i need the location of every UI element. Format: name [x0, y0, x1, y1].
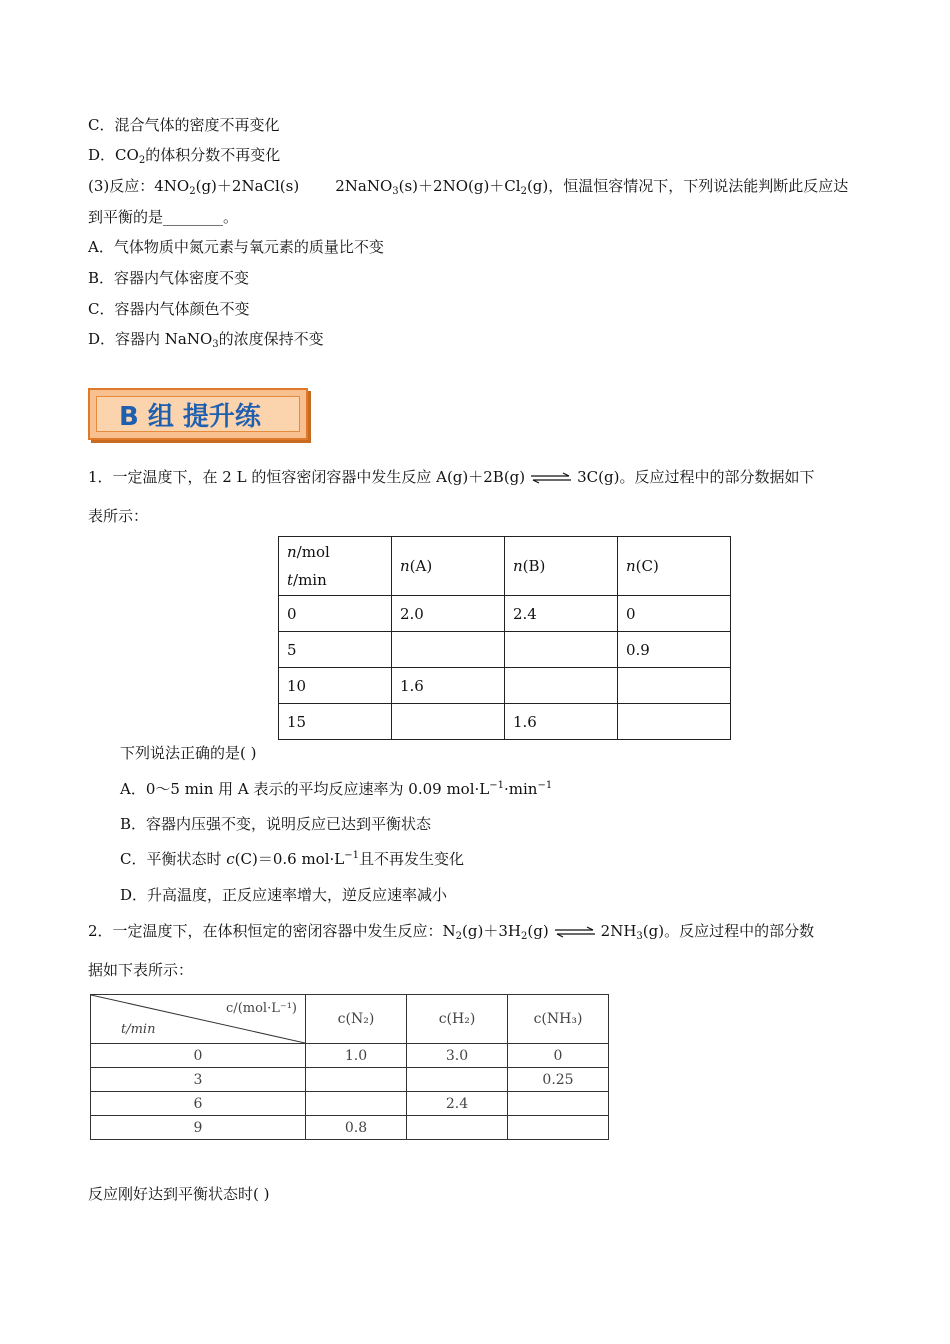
q1-option-d: D．升高温度，正反应速率增大，逆反应速率减小 [120, 886, 448, 904]
text: 的浓度保持不变 [218, 330, 324, 348]
table-header-cell [392, 537, 505, 596]
q2-stem [88, 921, 814, 941]
text: c/(mol·L⁻¹) [226, 1001, 297, 1016]
equilibrium-arrow-icon [553, 926, 597, 938]
subscript: 2 [455, 931, 463, 942]
table-cell: 1.6 [505, 704, 618, 740]
q1-stem-line2: 表所示： [88, 507, 149, 525]
table-row [279, 704, 731, 740]
text: C．平衡状态时 [120, 850, 227, 868]
text: (g) [527, 922, 549, 940]
table-cell: 0 [618, 596, 731, 632]
table-cell: 1.0 [306, 1044, 407, 1068]
text: (g)＋3H [462, 922, 521, 940]
table-cell [392, 704, 505, 740]
subscript: 2 [520, 186, 527, 197]
q3-option-d [88, 329, 324, 349]
q3-option-b: B．容器内气体密度不变 [88, 269, 250, 287]
table-header-cell: c(H₂) [407, 995, 508, 1044]
text: (3)反应：4NO [88, 177, 190, 195]
table-cell: 2.4 [407, 1092, 508, 1116]
table-cell: 2.0 [392, 596, 505, 632]
table-cell: 0 [508, 1044, 609, 1068]
table-cell [392, 632, 505, 668]
table-cell [508, 1116, 609, 1140]
text: (g)，恒温恒容情况下，下列说法能判断此反应达 [526, 177, 849, 195]
text: D．容器内 NaNO [88, 330, 213, 348]
q3-option-a: A．气体物质中氮元素与氧元素的质量比不变 [88, 238, 384, 256]
table-cell [618, 668, 731, 704]
table-cell [505, 668, 618, 704]
table-cell [508, 1092, 609, 1116]
text: n [626, 557, 636, 575]
table-cell: 5 [279, 632, 392, 668]
q2-data-table [90, 994, 609, 1140]
table-cell: 2.4 [505, 596, 618, 632]
text: D．CO [88, 146, 139, 164]
section-banner [88, 388, 308, 440]
table-cell [306, 1068, 407, 1092]
superscript: −1 [537, 780, 553, 791]
table-cell [505, 632, 618, 668]
q3-option-c: C．容器内气体颜色不变 [88, 300, 250, 318]
q2-prompt: 反应刚好达到平衡状态时( ) [88, 1185, 270, 1203]
table-cell [618, 704, 731, 740]
text: /min [293, 571, 327, 589]
text: t/min [121, 1022, 156, 1037]
q2-stem-line2: 据如下表所示： [88, 961, 194, 979]
subscript: 2 [189, 186, 196, 197]
table-cell: 15 [279, 704, 392, 740]
text: 的体积分数不再变化 [145, 146, 281, 164]
option-d-prev [88, 145, 280, 165]
subscript: 3 [636, 931, 643, 942]
text: (g)。反应过程中的部分数 [642, 922, 815, 940]
table-header-corner [91, 995, 306, 1044]
superscript: −1 [344, 850, 359, 861]
table-cell: 0.9 [618, 632, 731, 668]
q1-option-b: B．容器内压强不变，说明反应已达到平衡状态 [120, 815, 432, 833]
table-header-corner [279, 537, 392, 596]
option-c-prev: C．混合气体的密度不再变化 [88, 116, 280, 134]
q1-option-a [120, 779, 552, 799]
table-cell: 1.6 [392, 668, 505, 704]
table-cell [306, 1092, 407, 1116]
table-cell: 6 [91, 1092, 306, 1116]
subscript: 3 [392, 186, 399, 197]
text: /mol [296, 543, 330, 561]
text: (A) [409, 557, 433, 575]
text: 2NaNO [335, 177, 393, 195]
text: A．0～5 min 用 A 表示的平均反应速率为 0.09 mol·L [120, 780, 490, 798]
subscript: 2 [520, 931, 528, 942]
table-row [91, 1116, 609, 1140]
table-header-row [91, 995, 609, 1044]
table-cell [407, 1116, 508, 1140]
text: (g)＋2NaCl(s) [195, 177, 300, 195]
table-row [91, 1068, 609, 1092]
q1-data-table [278, 536, 731, 740]
table-row [279, 596, 731, 632]
table-header-cell [505, 537, 618, 596]
table-cell: 3.0 [407, 1044, 508, 1068]
table-cell: 9 [91, 1116, 306, 1140]
text: (B) [522, 557, 546, 575]
text: c [226, 850, 235, 868]
equilibrium-arrow-icon [529, 472, 573, 484]
table-header-row [279, 537, 731, 596]
text: n [287, 543, 297, 561]
table-row [91, 1092, 609, 1116]
subscript: 2 [138, 155, 146, 166]
text: (s)＋2NO(g)＋Cl [398, 177, 521, 195]
table-header-cell: c(N₂) [306, 995, 407, 1044]
table-row [279, 668, 731, 704]
table-row [91, 1044, 609, 1068]
q1-option-c [120, 849, 464, 869]
text: 1．一定温度下，在 2 L 的恒容密闭容器中发生反应 A(g)＋2B(g) [88, 468, 526, 486]
table-cell [407, 1068, 508, 1092]
superscript: −1 [489, 780, 504, 791]
text: ·min [503, 780, 538, 798]
text: 2NH [600, 922, 637, 940]
text: (C) [635, 557, 659, 575]
text: 且不再发生变化 [359, 850, 465, 868]
text: 2．一定温度下，在体积恒定的密闭容器中发生反应：N [88, 922, 456, 940]
table-header-cell: c(NH₃) [508, 995, 609, 1044]
q1-prompt: 下列说法正确的是( ) [120, 744, 257, 762]
table-cell: 10 [279, 668, 392, 704]
text: n [400, 557, 410, 575]
table-cell: 0 [279, 596, 392, 632]
table-header-cell [618, 537, 731, 596]
subscript: 3 [212, 339, 219, 350]
q3-stem [88, 176, 848, 196]
text: n [513, 557, 523, 575]
table-cell: 3 [91, 1068, 306, 1092]
table-row [279, 632, 731, 668]
text: 3C(g)。反应过程中的部分数据如下 [577, 468, 815, 486]
text: (C)＝0.6 mol·L [234, 850, 345, 868]
q3-stem-line2: 到平衡的是________。 [88, 208, 239, 226]
text: t [287, 571, 294, 589]
q1-stem [88, 467, 814, 487]
table-cell: 0 [91, 1044, 306, 1068]
table-cell: 0.8 [306, 1116, 407, 1140]
table-cell: 0.25 [508, 1068, 609, 1092]
section-banner-label: B 组 提升练 [96, 396, 300, 432]
